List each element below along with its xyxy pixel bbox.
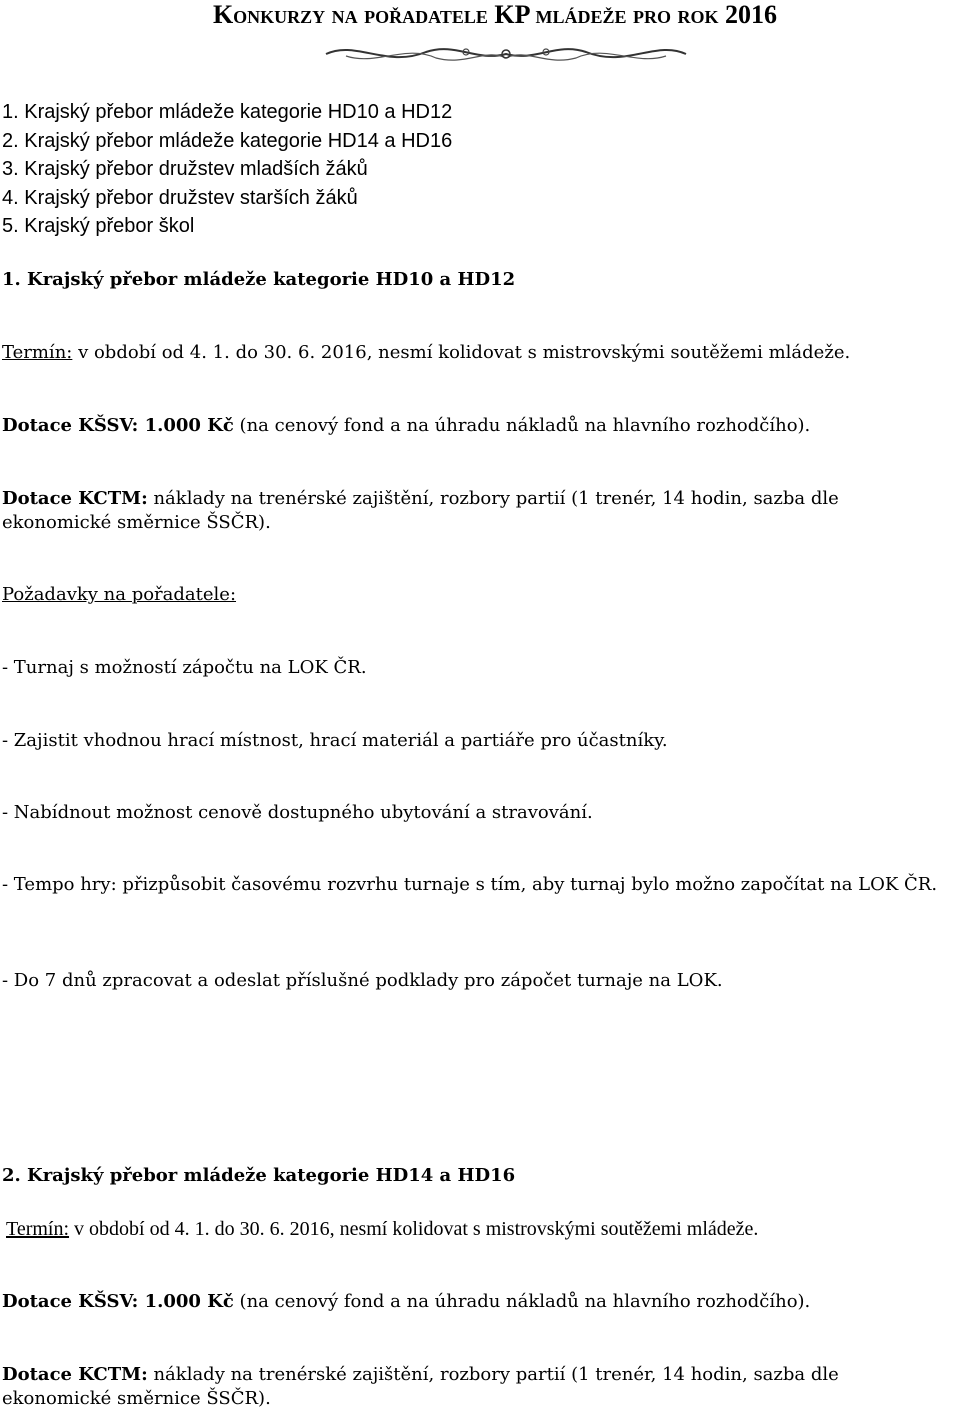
section-heading: 2. Krajský přebor mládeže kategorie HD14 a HD16	[2, 1165, 516, 1186]
list-item: 1. Krajský přebor mládeže kategorie HD10 a HD12	[2, 101, 453, 123]
term-text: v období od 4. 1. do 30. 6. 2016, nesmí kolidovat s mistrovskými soutěžemi mládeže.	[72, 342, 851, 363]
page-title: Konkurzy na pořadatele KP mládeže pro rok 2016	[212, 0, 778, 29]
ornament-divider	[316, 40, 696, 68]
list-item: 3. Krajský přebor družstev mladších žáků	[2, 158, 368, 180]
list-item: 5. Krajský přebor škol	[2, 215, 195, 237]
kctm-label: Dotace KCTM:	[2, 1364, 148, 1385]
list-item: 2. Krajský přebor mládeže kategorie HD14 a HD16	[2, 130, 453, 152]
kctm-text: náklady na trenérské zajištění, rozbory partií (1 trenér, 14 hodin, sazba dle ekonomické směrnice ŠSČR).	[2, 488, 839, 533]
term-text: v období od 4. 1. do 30. 6. 2016, nesmí kolidovat s mistrovskými soutěžemi mládeže.	[69, 1218, 759, 1240]
kctm-text: náklady na trenérské zajištění, rozbory partií (1 trenér, 14 hodin, sazba dle ekonomické směrnice ŠSČR).	[2, 1364, 839, 1409]
kssv-label: Dotace KŠSV: 1.000 Kč	[2, 1291, 234, 1312]
kssv-line	[2, 1290, 810, 1314]
kssv-text: (na cenový fond a na úhradu nákladů na hlavního rozhodčího).	[233, 1291, 811, 1312]
requirement-item: - Nabídnout možnost cenově dostupného ubytování a stravování.	[2, 802, 593, 823]
requirement-item: - Do 7 dnů zpracovat a odeslat příslušné podklady pro zápočet turnaje na LOK.	[2, 970, 723, 991]
term-label: Termín:	[6, 1218, 70, 1240]
section-heading: 1. Krajský přebor mládeže kategorie HD10 a HD12	[2, 269, 516, 290]
requirement-item: - Tempo hry: přizpůsobit časovému rozvrhu turnaje s tím, aby turnaj bylo možno započítat na LOK ČR.	[2, 874, 938, 895]
kssv-label: Dotace KŠSV: 1.000 Kč	[2, 415, 234, 436]
list-item: 4. Krajský přebor družstev starších žáků	[2, 187, 358, 209]
term-label: Termín:	[2, 342, 73, 363]
requirement-item: - Zajistit vhodnou hrací místnost, hrací materiál a partiáře pro účastníky.	[2, 730, 668, 751]
kctm-paragraph	[2, 1363, 952, 1411]
kssv-text: (na cenový fond a na úhradu nákladů na hlavního rozhodčího).	[233, 415, 811, 436]
term-line	[6, 1216, 758, 1242]
kssv-line	[2, 414, 810, 438]
requirement-item: - Turnaj s možností zápočtu na LOK ČR.	[2, 657, 367, 678]
kctm-label: Dotace KCTM:	[2, 488, 148, 509]
requirements-label: Požadavky na pořadatele:	[2, 584, 237, 605]
kctm-paragraph	[2, 487, 952, 535]
term-line	[2, 341, 850, 365]
